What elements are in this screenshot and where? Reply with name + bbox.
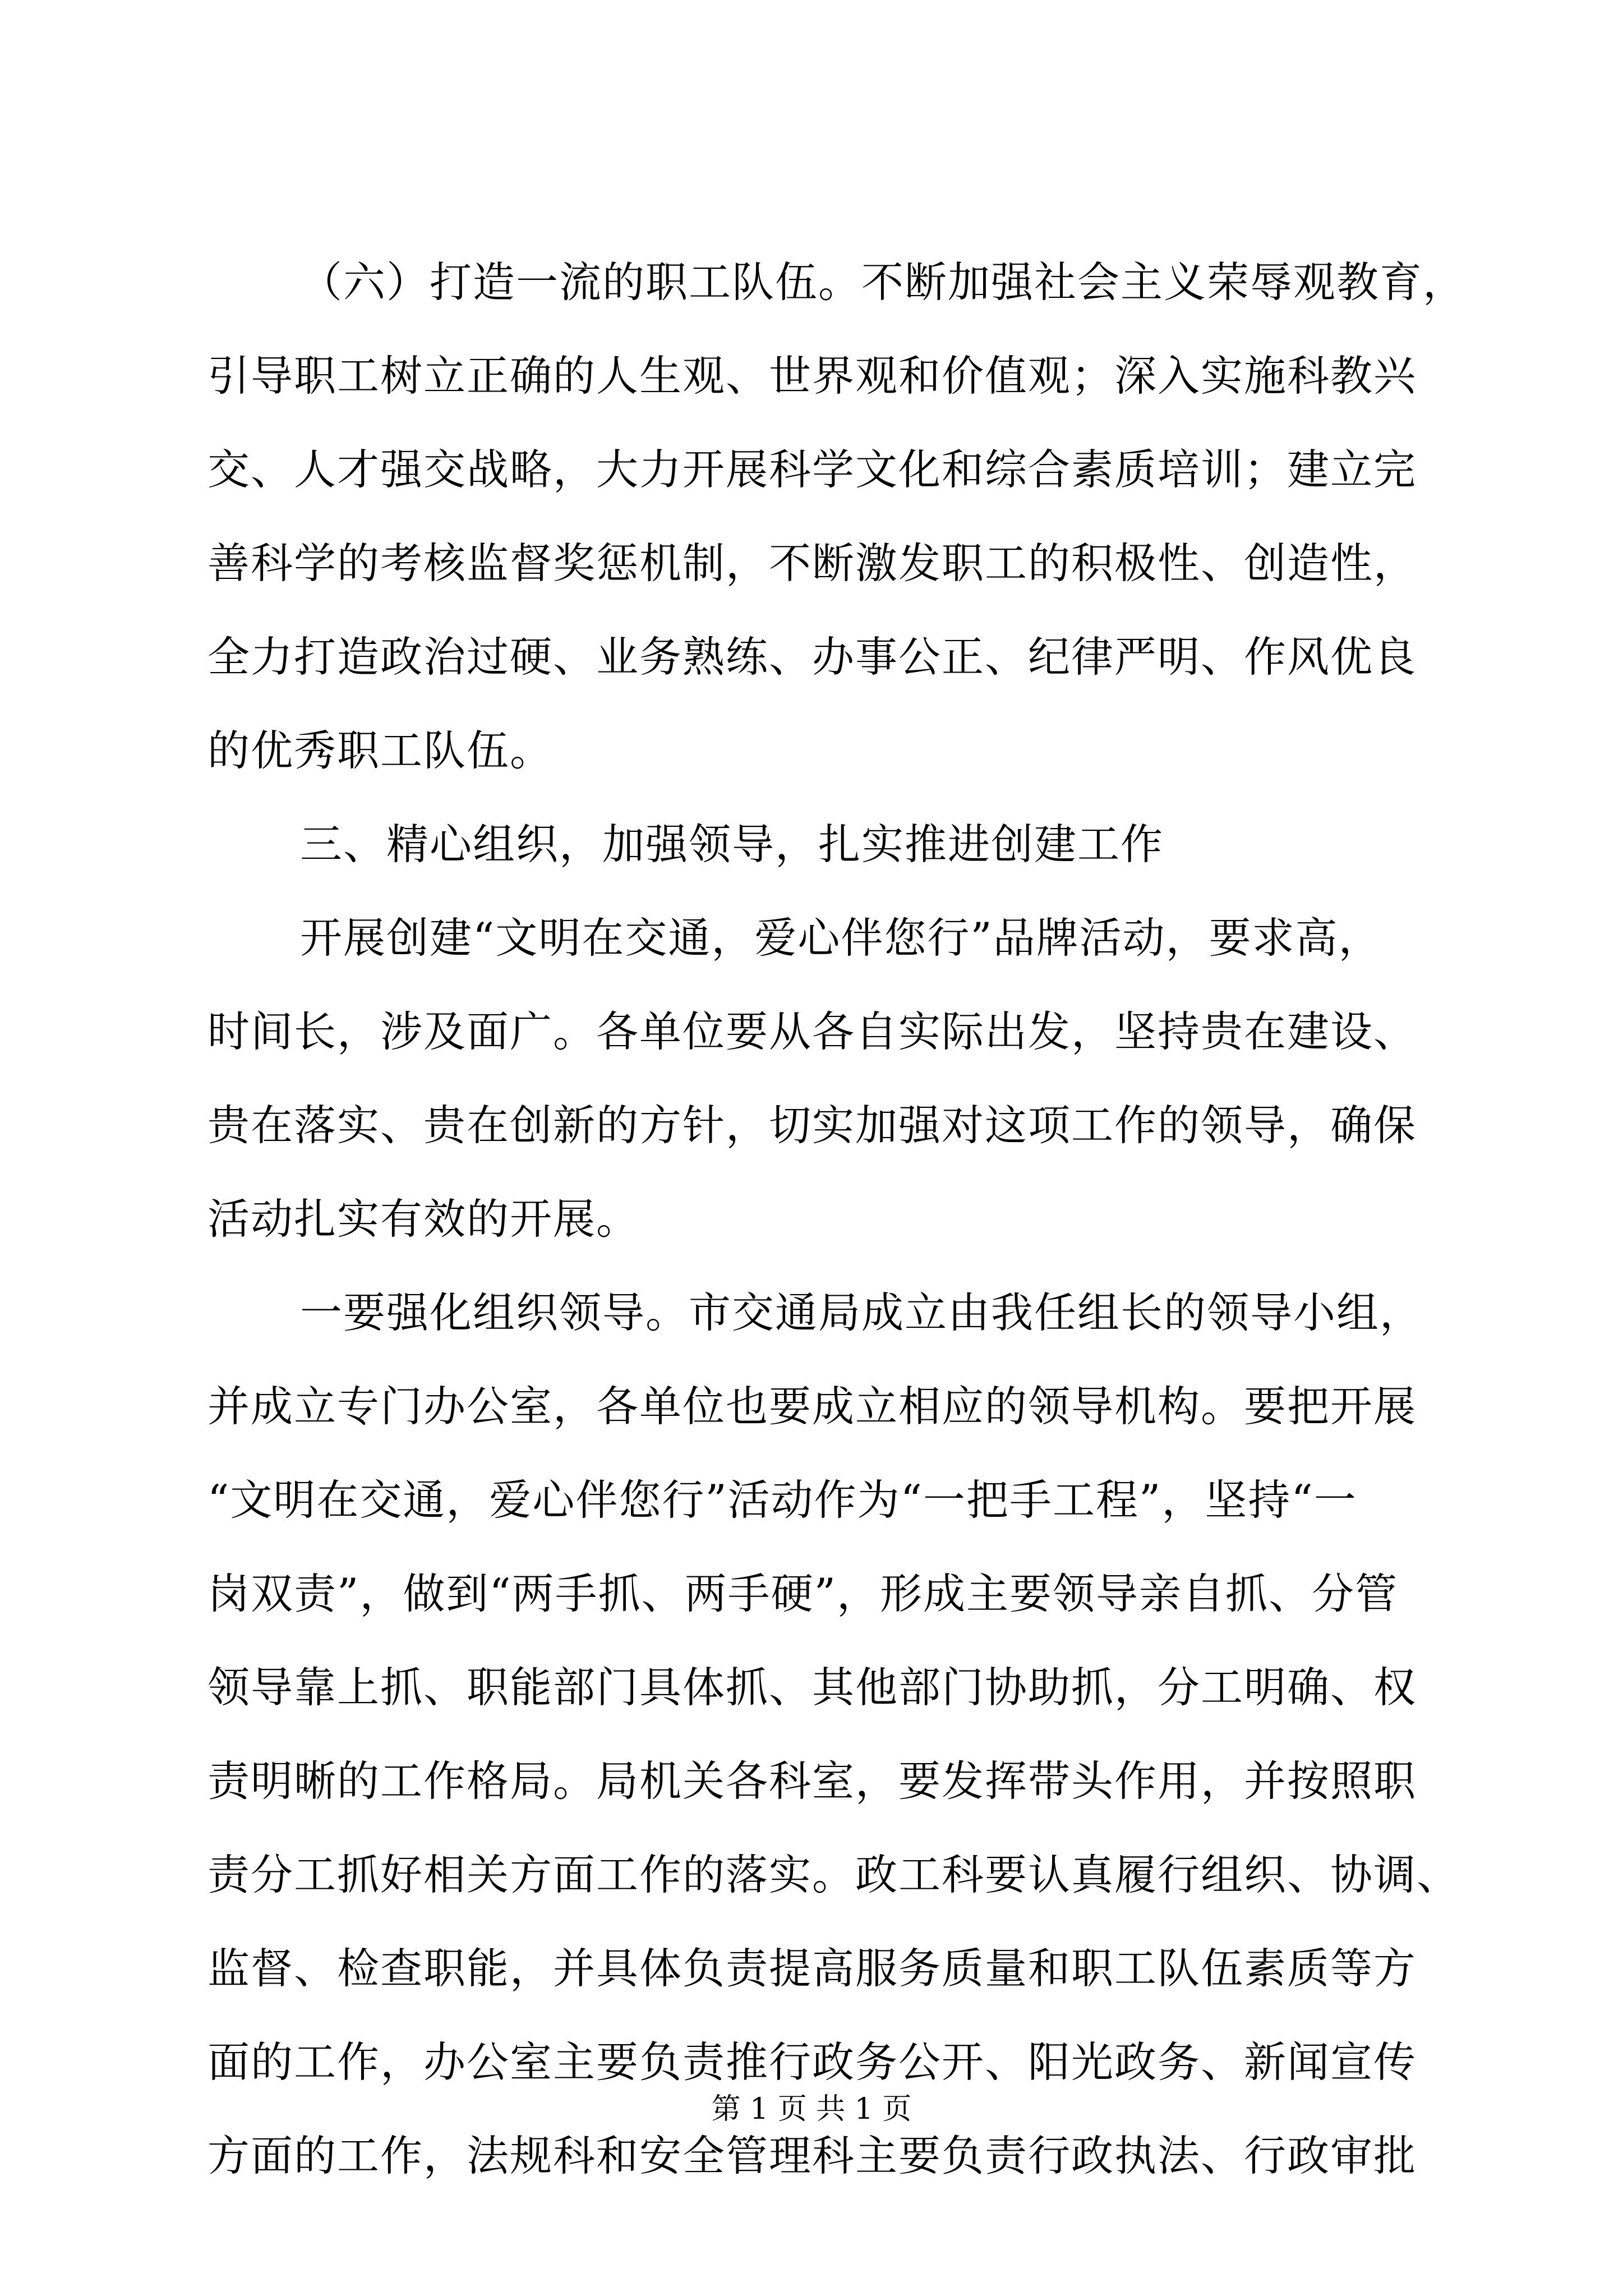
text-line: 责分工抓好相关方面工作的落实。政工科要认真履行组织、协调、	[208, 1850, 1460, 1899]
text-line: 面的工作，办公室主要负责推行政务公开、阳光政务、新闻宣传	[208, 2037, 1417, 2087]
text-line: 方面的工作，法规科和安全管理科主要负责行政执法、行政审批	[208, 2131, 1417, 2180]
text-line: 时间长，涉及面广。各单位要从各自实际出发，坚持贵在建设、	[208, 1007, 1417, 1056]
text-line: 的优秀职工队伍。	[208, 726, 554, 775]
text-line: 一要强化组织领导。市交通局成立由我任组长的领导小组，	[300, 1288, 1423, 1337]
text-line: 引导职工树立正确的人生观、世界观和价值观；深入实施科教兴	[208, 351, 1417, 401]
text-line: “文明在交通，爱心伴您行”活动作为“一把手工程”，坚持“一	[208, 1475, 1357, 1525]
text-line: 开展创建“文明在交通，爱心伴您行”品牌活动，要求高，	[300, 913, 1382, 963]
section-heading: 三、精心组织，加强领导，扎实推进创建工作	[300, 820, 1164, 869]
text-line: （六）打造一流的职工队伍。不断加强社会主义荣辱观教育，	[300, 257, 1467, 307]
document-body	[208, 236, 1467, 2203]
text-line: 全力打造政治过硬、业务熟练、办事公正、纪律严明、作风优良	[208, 632, 1417, 682]
text-line: 贵在落实、贵在创新的方针，切实加强对这项工作的领导，确保	[208, 1101, 1417, 1150]
text-line: 善科学的考核监督奖惩机制，不断激发职工的积极性、创造性，	[208, 539, 1417, 588]
page-number-label: 第 1 页 共 1 页	[711, 2092, 912, 2126]
text-line: 交、人才强交战略，大力开展科学文化和综合素质培训；建立完	[208, 445, 1417, 494]
text-line: 岗双责”，做到“两手抓、两手硬”，形成主要领导亲自抓、分管	[208, 1569, 1399, 1618]
text-line: 监督、检查职能，并具体负责提高服务质量和职工队伍素质等方	[208, 1944, 1417, 1993]
text-line: 活动扎实有效的开展。	[208, 1194, 640, 1244]
text-line: 领导靠上抓、职能部门具体抓、其他部门协助抓，分工明确、权	[208, 1663, 1417, 1712]
text-line: 并成立专门办公室，各单位也要成立相应的领导机构。要把开展	[208, 1382, 1417, 1431]
page-footer	[0, 2090, 1623, 2129]
text-line: 责明晰的工作格局。局机关各科室，要发挥带头作用，并按照职	[208, 1756, 1417, 1806]
